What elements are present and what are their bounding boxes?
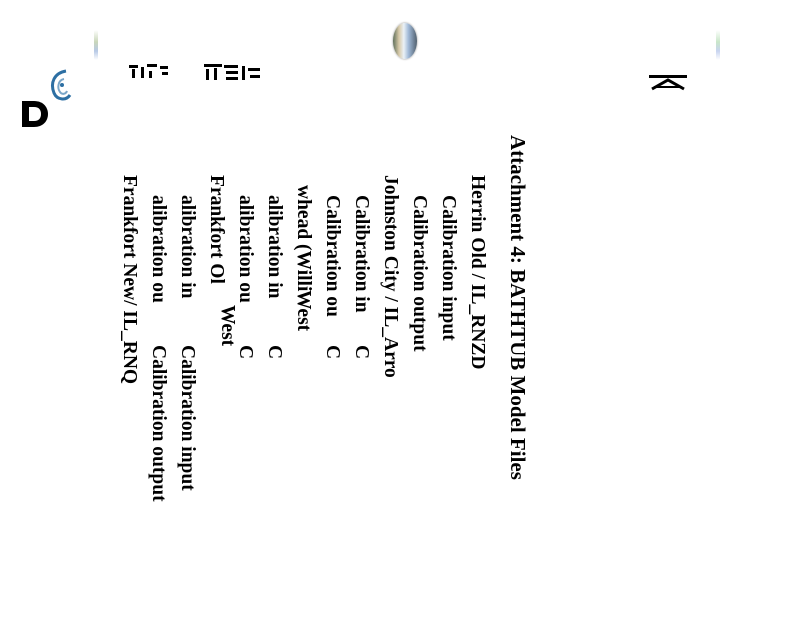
document-title: Attachment 4: BATHTUB Model Files — [506, 135, 530, 480]
header-glyph-middle — [202, 62, 262, 82]
list-item: Calibration output — [409, 195, 430, 352]
list-item: alibration in — [177, 195, 198, 299]
site-heading-johnston-city: Johnston City / IL_Arro — [380, 175, 401, 378]
fragment-c: C — [235, 345, 256, 360]
fragment-west: West — [217, 305, 238, 347]
fragment-c: C — [322, 345, 343, 360]
fragment-c: C — [351, 345, 372, 360]
list-item: alibration in — [264, 195, 285, 299]
left-stripe-mark — [94, 30, 98, 60]
header-glyph-left — [127, 62, 171, 82]
list-item: Calibration ou — [322, 195, 343, 317]
site-heading-frankfort-old: Frankfort Ol — [206, 175, 227, 284]
list-item: alibration ou — [148, 195, 169, 303]
site-heading-frankfort-new: Frankfort New/ IL_RNQ — [119, 175, 140, 385]
list-item: Calibration input — [438, 195, 459, 341]
site-heading-fragment: whead (Willi — [293, 185, 314, 292]
swirl-logo-icon — [48, 67, 74, 103]
bulb-icon — [393, 23, 417, 59]
list-item: alibration ou — [235, 195, 256, 303]
corner-d-mark-icon — [21, 100, 49, 128]
right-stripe-mark — [716, 30, 720, 60]
fragment-c: C — [264, 345, 285, 360]
list-item: Calibration in — [351, 195, 372, 313]
site-heading-herrin-old: Herrin Old / IL_RNZD — [467, 175, 488, 370]
fragment-calibration-input: Calibration input — [177, 345, 198, 491]
fragment-calibration-output: Calibration output — [148, 345, 169, 502]
header-glyph-right — [646, 72, 690, 92]
rotated-document — [90, 135, 530, 595]
fragment-west: West — [293, 290, 314, 332]
